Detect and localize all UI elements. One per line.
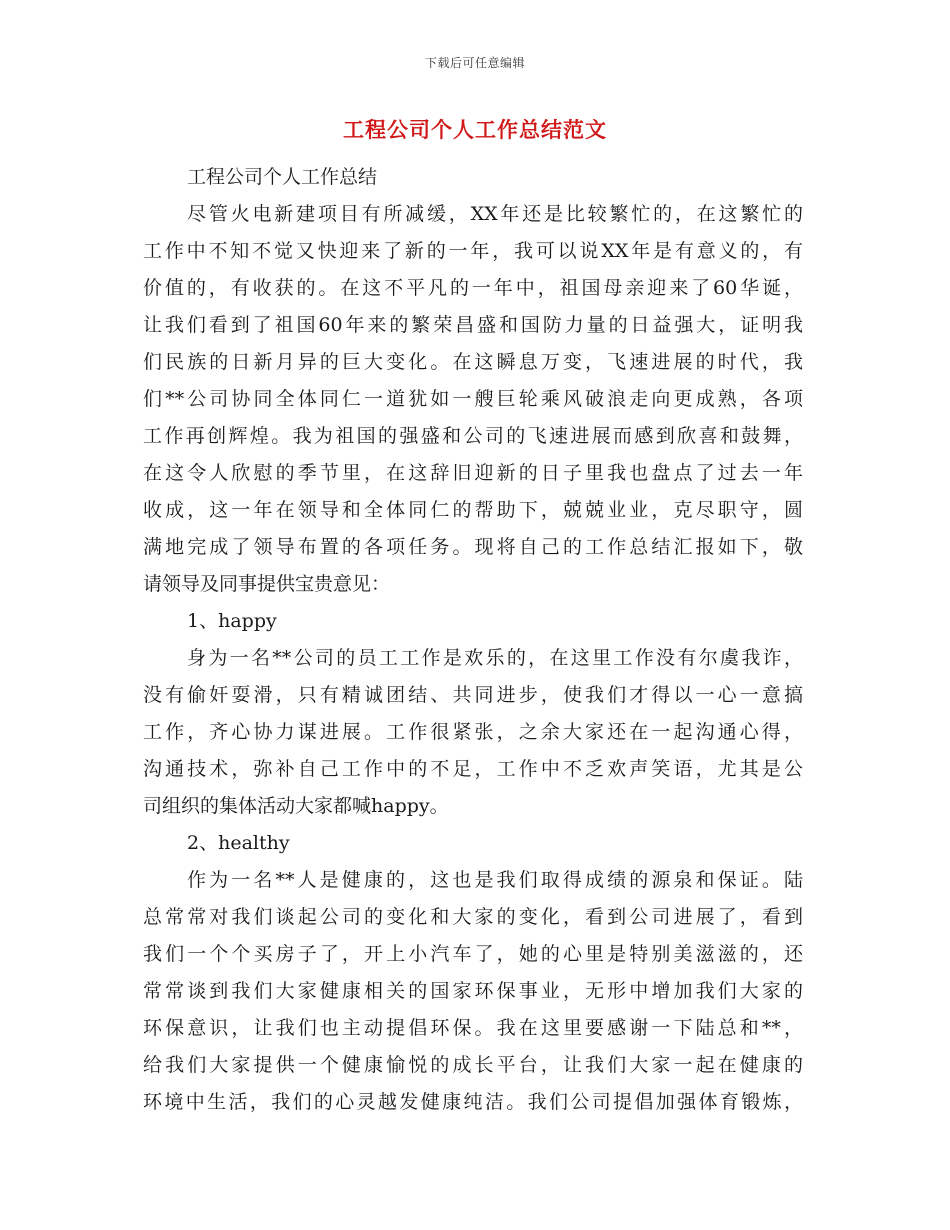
paragraph-line: 给我们大家提供一个健康愉悦的成长平台，让我们大家一起在健康的 [143,1054,803,1076]
paragraph-line: 让我们看到了祖国60年来的繁荣昌盛和国防力量的日益强大，证明我 [143,314,803,336]
section-heading: 1、happy [187,610,277,632]
paragraph-line: 在这令人欣慰的季节里，在这辞旧迎新的日子里我也盘点了过去一年 [143,462,803,484]
paragraph-line: 尽管火电新建项目有所减缓，XX年还是比较繁忙的，在这繁忙的 [187,203,803,225]
paragraph-line: 工作再创辉煌。我为祖国的强盛和公司的飞速进展而感到欣喜和鼓舞， [143,425,803,447]
paragraph-line: 们民族的日新月异的巨大变化。在这瞬息万变，飞速进展的时代，我 [143,351,803,373]
paragraph-line: 环保意识，让我们也主动提倡环保。我在这里要感谢一下陆总和**， [143,1017,803,1039]
paragraph-line: 工作中不知不觉又快迎来了新的一年，我可以说XX年是有意义的，有 [143,240,803,262]
paragraph-line: 们**公司协同全体同仁一道犹如一艘巨轮乘风破浪走向更成熟，各项 [143,388,803,410]
paragraph-line: 没有偷奸耍滑，只有精诚团结、共同进步，使我们才得以一心一意搞 [143,684,803,706]
paragraph-line: 作为一名**人是健康的，这也是我们取得成绩的源泉和保证。陆 [187,869,803,891]
paragraph-line: 工作，齐心协力谋进展。工作很紧张，之余大家还在一起沟通心得， [143,721,803,743]
paragraph-line: 收成，这一年在领导和全体同仁的帮助下，兢兢业业，克尽职守，圆 [143,499,803,521]
paragraph-line: 总常常对我们谈起公司的变化和大家的变化，看到公司进展了，看到 [143,906,803,928]
page-header-note: 下载后可任意编辑 [424,56,525,70]
section-heading: 工程公司个人工作总结 [187,166,378,188]
document-body [143,159,803,1121]
paragraph-line: 沟通技术，弥补自己工作中的不足，工作中不乏欢声笑语，尤其是公 [143,758,803,780]
paragraph-line: 我们一个个买房子了，开上小汽车了，她的心里是特别美滋滋的，还 [143,943,803,965]
paragraph-line: 环境中生活，我们的心灵越发健康纯洁。我们公司提倡加强体育锻炼， [143,1091,803,1113]
paragraph-line: 价值的，有收获的。在这不平凡的一年中，祖国母亲迎来了60华诞， [143,277,803,299]
paragraph-line: 请领导及同事提供宝贵意见： [143,573,391,595]
paragraph-line: 常常谈到我们大家健康相关的国家环保事业，无形中增加我们大家的 [143,980,803,1002]
paragraph-line: 身为一名**公司的员工工作是欢乐的，在这里工作没有尔虞我诈， [187,647,803,669]
document-title: 工程公司个人工作总结范文 [343,117,607,142]
section-heading: 2、healthy [187,832,290,854]
paragraph-line: 满地完成了领导布置的各项任务。现将自己的工作总结汇报如下，敬 [143,536,803,558]
paragraph-line: 司组织的集体活动大家都喊happy。 [143,795,449,817]
